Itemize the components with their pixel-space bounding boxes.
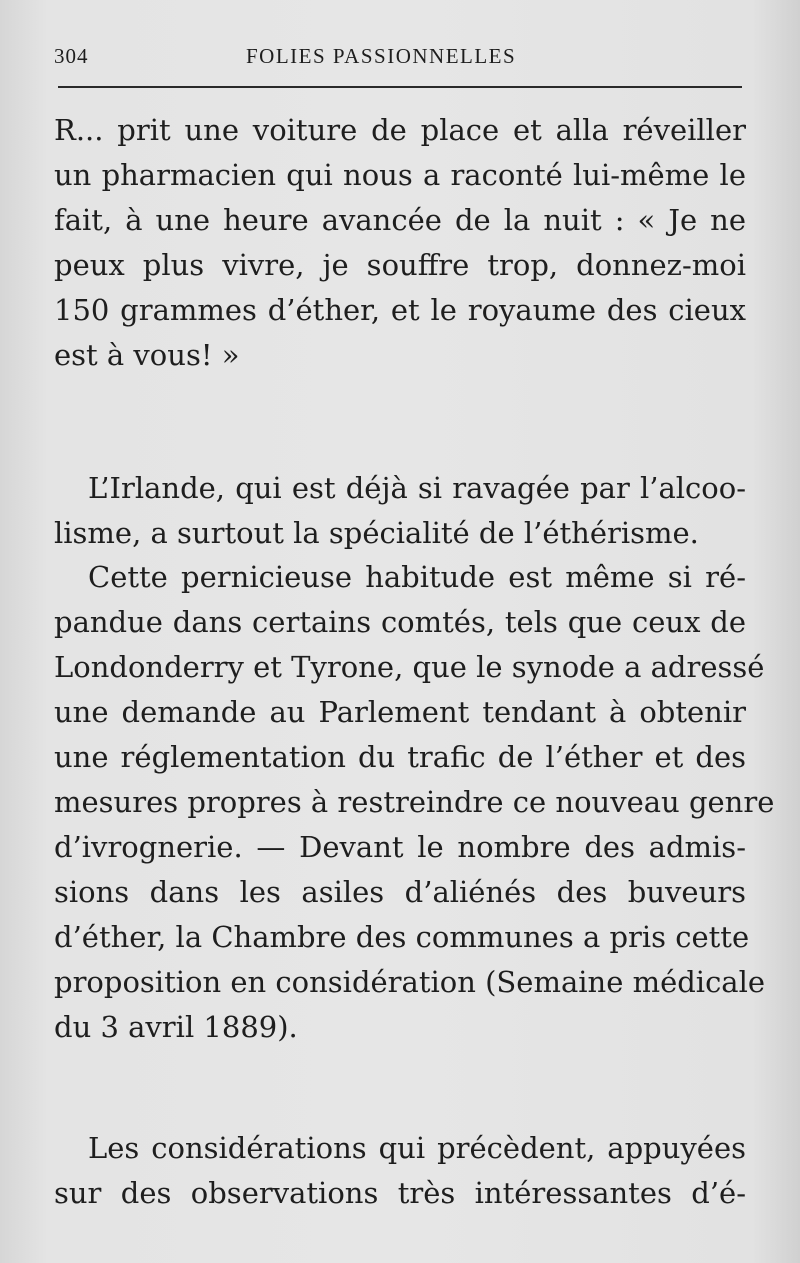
text-line: du 3 avril 1889). [54,1010,298,1044]
text-line: Londonderry et Tyrone, que le synode a adressé [54,650,765,684]
text-line: d’éther, la Chambre des communes a pris cette [54,920,750,954]
text-line: mesures propres à restreindre ce nouveau genre [54,785,775,819]
text-line: Les considérations qui précèdent, appuyées [88,1131,746,1165]
text-line: sions dans les asiles d’aliénés des buveurs [54,875,746,909]
text-line: lisme, a surtout la spécialité de l’éthérisme. [54,516,699,550]
text-line: est à vous! » [54,338,240,372]
text-line: une demande au Parlement tendant à obtenir [54,695,746,729]
paragraph-habitude [54,555,775,1050]
page-number: 304 [54,44,89,68]
header-rule [58,86,742,88]
text-line: un pharmacien qui nous a raconté lui-même le [54,158,746,192]
running-title: FOLIES PASSIONNELLES [246,44,517,68]
text-line: R... prit une voiture de place et alla réveiller [54,113,746,147]
text-line: fait, à une heure avancée de la nuit : « Je ne [54,203,746,237]
text-line: 150 grammes d’éther, et le royaume des cieux [54,293,746,327]
text-line: Cette pernicieuse habitude est même si ré- [88,560,746,594]
text-line: sur des observations très intéressantes d’é- [54,1176,746,1210]
text-line: une réglementation du trafic de l’éther et des [54,740,746,774]
text-line: L’Irlande, qui est déjà si ravagée par l’alcoo- [88,471,746,505]
text-line: d’ivrognerie. — Devant le nombre des admis- [54,830,746,864]
text-line: pandue dans certains comtés, tels que ceux de [54,605,746,639]
text-line: peux plus vivre, je souffre trop, donnez-moi [54,248,746,282]
paragraph-pharmacien [54,108,746,378]
page-header [54,44,742,74]
paragraph-considerations [54,1126,746,1216]
text-line: proposition en considération (Semaine médicale [54,965,766,999]
paragraph-irlande [54,466,746,556]
